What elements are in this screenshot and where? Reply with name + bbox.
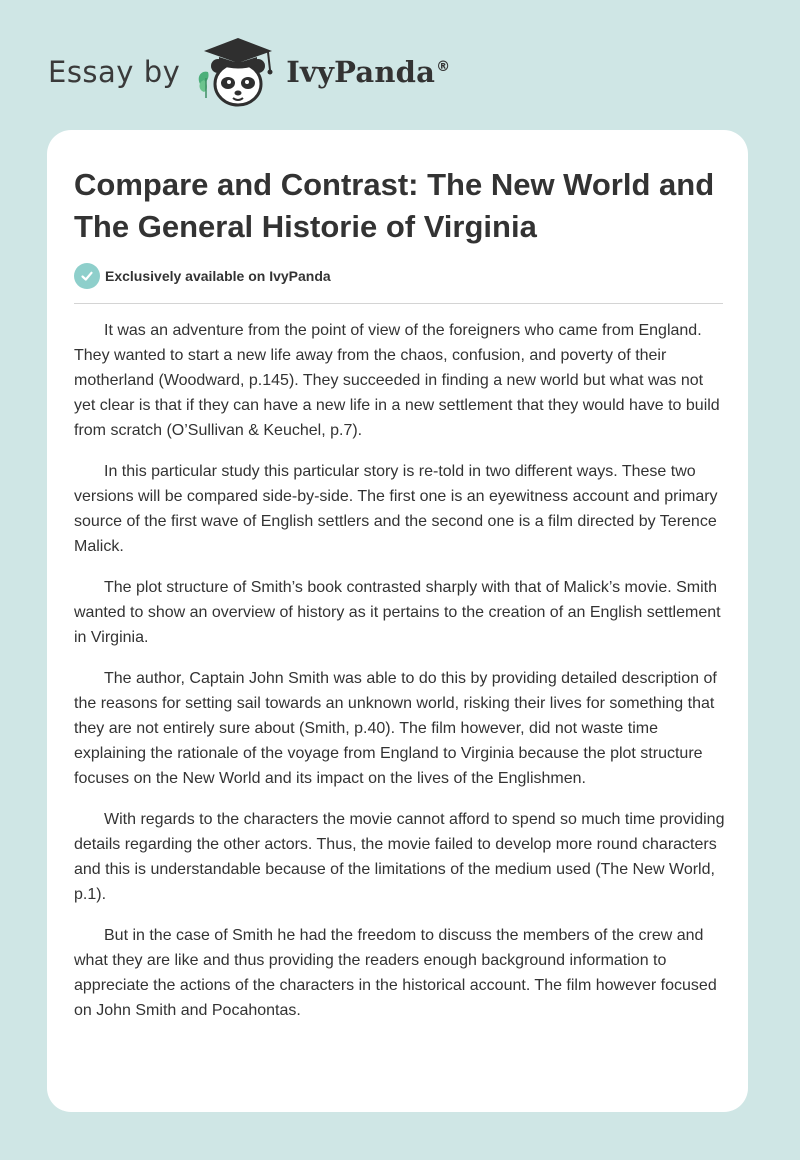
exclusive-badge	[74, 263, 331, 289]
badge-label: Exclusively available on IvyPanda	[105, 268, 331, 284]
brand-name-text: IvyPanda	[286, 55, 436, 89]
checkmark-icon	[74, 263, 100, 289]
essay-body	[74, 318, 726, 1039]
paragraph: In this particular study this particular story is re-told in two different ways. These two versions will be compared side-by-side. The first one is an eyewitness account and primary source of the first wave of English settlers and the second one is a film directed by Terence Malick.	[74, 463, 718, 555]
paragraph: The plot structure of Smith’s book contrasted sharply with that of Malick’s movie. Smith wanted to show an overview of history as it pertains to the creation of an English settlement in Virginia.	[74, 579, 721, 646]
essay-by-label: Essay by	[48, 55, 181, 89]
brand-header[interactable]	[48, 32, 450, 112]
page-title: Compare and Contrast: The New World and The General Historie of Virginia	[74, 167, 715, 244]
registered-mark: ®	[436, 59, 451, 76]
panda-graduate-icon	[192, 32, 284, 112]
paragraph: With regards to the characters the movie cannot afford to spend so much time providing details regarding the other actors. Thus, the movie failed to develop more round characters and this is understandable because of the limitations of the medium used (The New World, p.1).	[74, 811, 725, 903]
paragraph: The author, Captain John Smith was able to do this by providing detailed description of the reasons for setting sail towards an unknown world, risking their lives for something that they are not entirely sure about (Smith, p.40). The film however, did not waste time explaining the rationale of the voyage from England to Virginia because the plot structure focuses on the New World and its impact on the lives of the Englishmen.	[74, 670, 717, 787]
essay-card	[47, 130, 748, 1112]
brand-name	[286, 55, 450, 89]
paragraph: It was an adventure from the point of view of the foreigners who came from England. They wanted to start a new life away from the chaos, confusion, and poverty of their motherland (Woodward, p.145). They succeeded in finding a new world but what was not yet clear is that if they can have a new life in a new settlement that they would have to build from scratch (O’Sullivan & Keuchel, p.7).	[74, 322, 720, 439]
divider	[74, 303, 723, 304]
paragraph: But in the case of Smith he had the freedom to discuss the members of the crew and what they are like and thus providing the readers enough background information to appreciate the actions of the characters in the historical account. The film however focused on John Smith and Pocahontas.	[74, 927, 717, 1019]
